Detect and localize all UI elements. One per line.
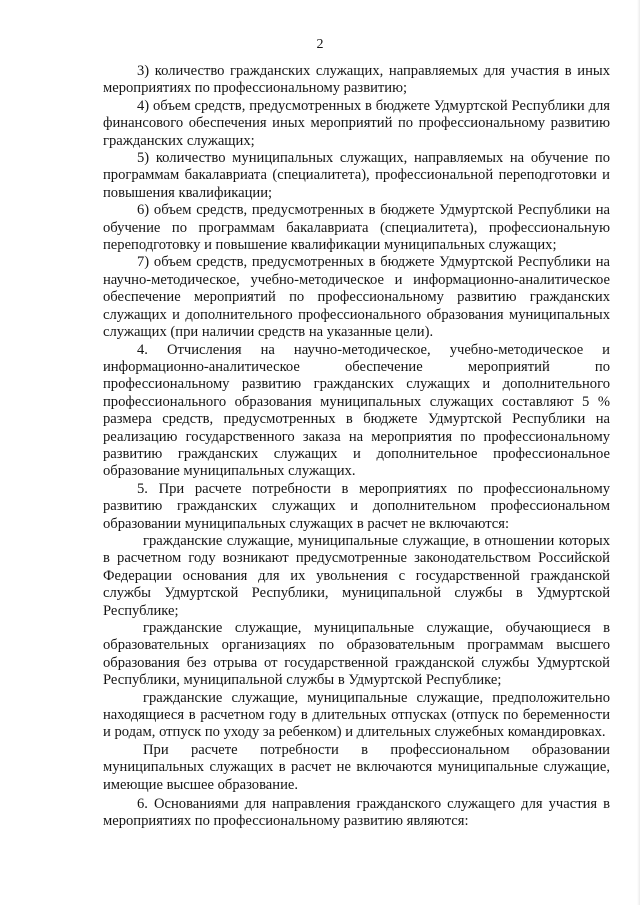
page-number: 2 [316,37,324,52]
paragraph-item-3: 3) количество гражданских служащих, направляемых для участия в иных мероприятиях по профессиональному развитию; [103,63,610,97]
paragraph-exclusion-dismissal: гражданские служащие, муниципальные служащие, в отношении которых в расчетном году возникают предусмотренные законодательством Российской Федерации основания для их увольнения с государственной гражданской службы Удмуртской Республики, муниципальной службы в Удмуртской Республике; [103,532,610,619]
paragraph-section-6: 6. Основаниями для направления гражданского служащего для участия в мероприятиях по профессиональному развитию являются: [103,796,610,830]
paragraph-exclusion-students: гражданские служащие, муниципальные служащие, обучающиеся в образовательных организациях по образовательным программам высшего образования без отрыва от государственной гражданской службы Удмуртской Республики, муниципальной службы в Удмуртской Республике; [103,620,610,689]
paragraph-exclusion-leave: гражданские служащие, муниципальные служащие, предположительно находящиеся в расчетном году в длительных отпусках (отпуск по беременности и родам, отпуск по уходу за ребенком) и длительных служебных командировках. [103,689,610,741]
document-body [103,63,610,831]
paragraph-exclusion-higher-education: При расчете потребности в профессиональном образовании муниципальных служащих в расчет не включаются муниципальные служащие, имеющие высшее образование. [103,741,610,793]
paragraph-section-4: 4. Отчисления на научно-методическое, учебно-методическое и информационно-аналитическое обеспечение мероприятий по профессиональному развитию гражданских служащих и дополнительного профессионального образования муниципальных служащих составляют 5 % размера средств, предусмотренных в бюджете Удмуртской Республики на реализацию государственного заказа на мероприятия по профессиональному развитию гражданских служащих и дополнительное профессиональное образование муниципальных служащих. [103,341,610,480]
paragraph-item-6: 6) объем средств, предусмотренных в бюджете Удмуртской Республики на обучение по программам бакалавриата (специалитета), профессиональную переподготовку и повышение квалификации муниципальных служащих; [103,202,610,254]
paragraph-item-7: 7) объем средств, предусмотренных в бюджете Удмуртской Республики на научно-методическое, учебно-методическое и информационно-аналитическое обеспечение мероприятий по профессиональному развитию гражданских служащих и дополнительного профессионального образования муниципальных служащих (при наличии средств на указанные цели). [103,254,610,341]
paragraph-section-5: 5. При расчете потребности в мероприятиях по профессиональному развитию гражданских служащих и дополнительном профессиональном образовании муниципальных служащих в расчет не включаются: [103,480,610,532]
paragraph-item-4: 4) объем средств, предусмотренных в бюджете Удмуртской Республики для финансового обеспечения иных мероприятий по профессиональному развитию гражданских служащих; [103,97,610,149]
paragraph-item-5: 5) количество муниципальных служащих, направляемых на обучение по программам бакалавриата (специалитета), профессиональной переподготовки и повышения квалификации; [103,150,610,201]
